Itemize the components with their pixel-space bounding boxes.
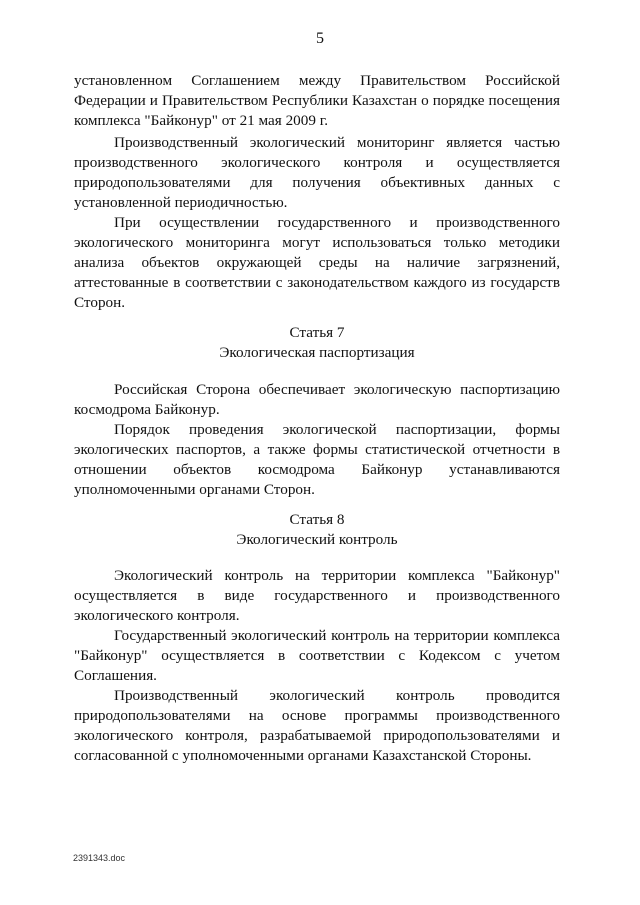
paragraph-line: осуществляется в виде государственного и производственного — [74, 587, 560, 604]
article-7-number: Статья 7 — [289, 324, 345, 341]
paragraph-line: экологического мониторинга могут использоваться только методики — [74, 234, 560, 251]
paragraph-line: экологического контроля, разрабатываемой природопользователями и — [74, 727, 560, 744]
paragraph-line: экологического контроля. — [74, 607, 240, 624]
article-8-number: Статья 8 — [289, 511, 345, 528]
paragraph-line: установленной периодичностью. — [74, 194, 288, 211]
paragraph-line: природопользователями на основе программы производственного — [74, 707, 560, 724]
article-8-title: Экологический контроль — [236, 531, 398, 548]
paragraph-line: природопользователями для получения объективных данных с — [74, 174, 560, 191]
page-number: 5 — [316, 30, 324, 47]
paragraph-line: установленном Соглашением между Правительством Российской — [74, 72, 560, 89]
document-filename-footer: 2391343.doc — [73, 853, 126, 863]
paragraph-line: Сторон. — [74, 294, 126, 311]
paragraph-line: Государственный экологический контроль на территории комплекса — [114, 627, 560, 644]
paragraph-line: Производственный экологический мониторинг является частью — [114, 134, 560, 151]
paragraph-line: "Байконур" осуществляется в соответствии с Кодексом с учетом — [74, 647, 560, 664]
paragraph-line: При осуществлении государственного и производственного — [114, 214, 560, 231]
paragraph-line: комплекса "Байконур" от 21 мая 2009 г. — [74, 112, 329, 129]
paragraph-line: Соглашения. — [74, 667, 157, 684]
paragraph-line: уполномоченными органами Сторон. — [74, 481, 315, 498]
paragraph-line: производственного экологического контроля и осуществляется — [74, 154, 560, 171]
paragraph-line: анализа объектов окружающей среды на наличие загрязнений, — [74, 254, 560, 271]
paragraph-line: Производственный экологический контроль проводится — [114, 687, 560, 704]
paragraph-line: Российская Сторона обеспечивает экологическую паспортизацию — [114, 381, 560, 398]
paragraph-line: согласованной с уполномоченными органами Казахстанской Стороны. — [74, 747, 532, 764]
paragraph-line: экологических паспортов, а также формы статистической отчетности в — [74, 441, 560, 458]
paragraph-line: отношении объектов космодрома Байконур устанавливаются — [74, 461, 560, 478]
paragraph-line: Федерации и Правительством Республики Казахстан о порядке посещения — [74, 92, 560, 109]
article-7-title: Экологическая паспортизация — [219, 344, 415, 361]
paragraph-line: космодрома Байконур. — [74, 401, 220, 418]
paragraph-line: Экологический контроль на территории комплекса "Байконур" — [114, 567, 560, 584]
paragraph-line: аттестованные в соответствии с законодательством каждого из государств — [74, 274, 560, 291]
paragraph-line: Порядок проведения экологической паспортизации, формы — [114, 421, 560, 438]
